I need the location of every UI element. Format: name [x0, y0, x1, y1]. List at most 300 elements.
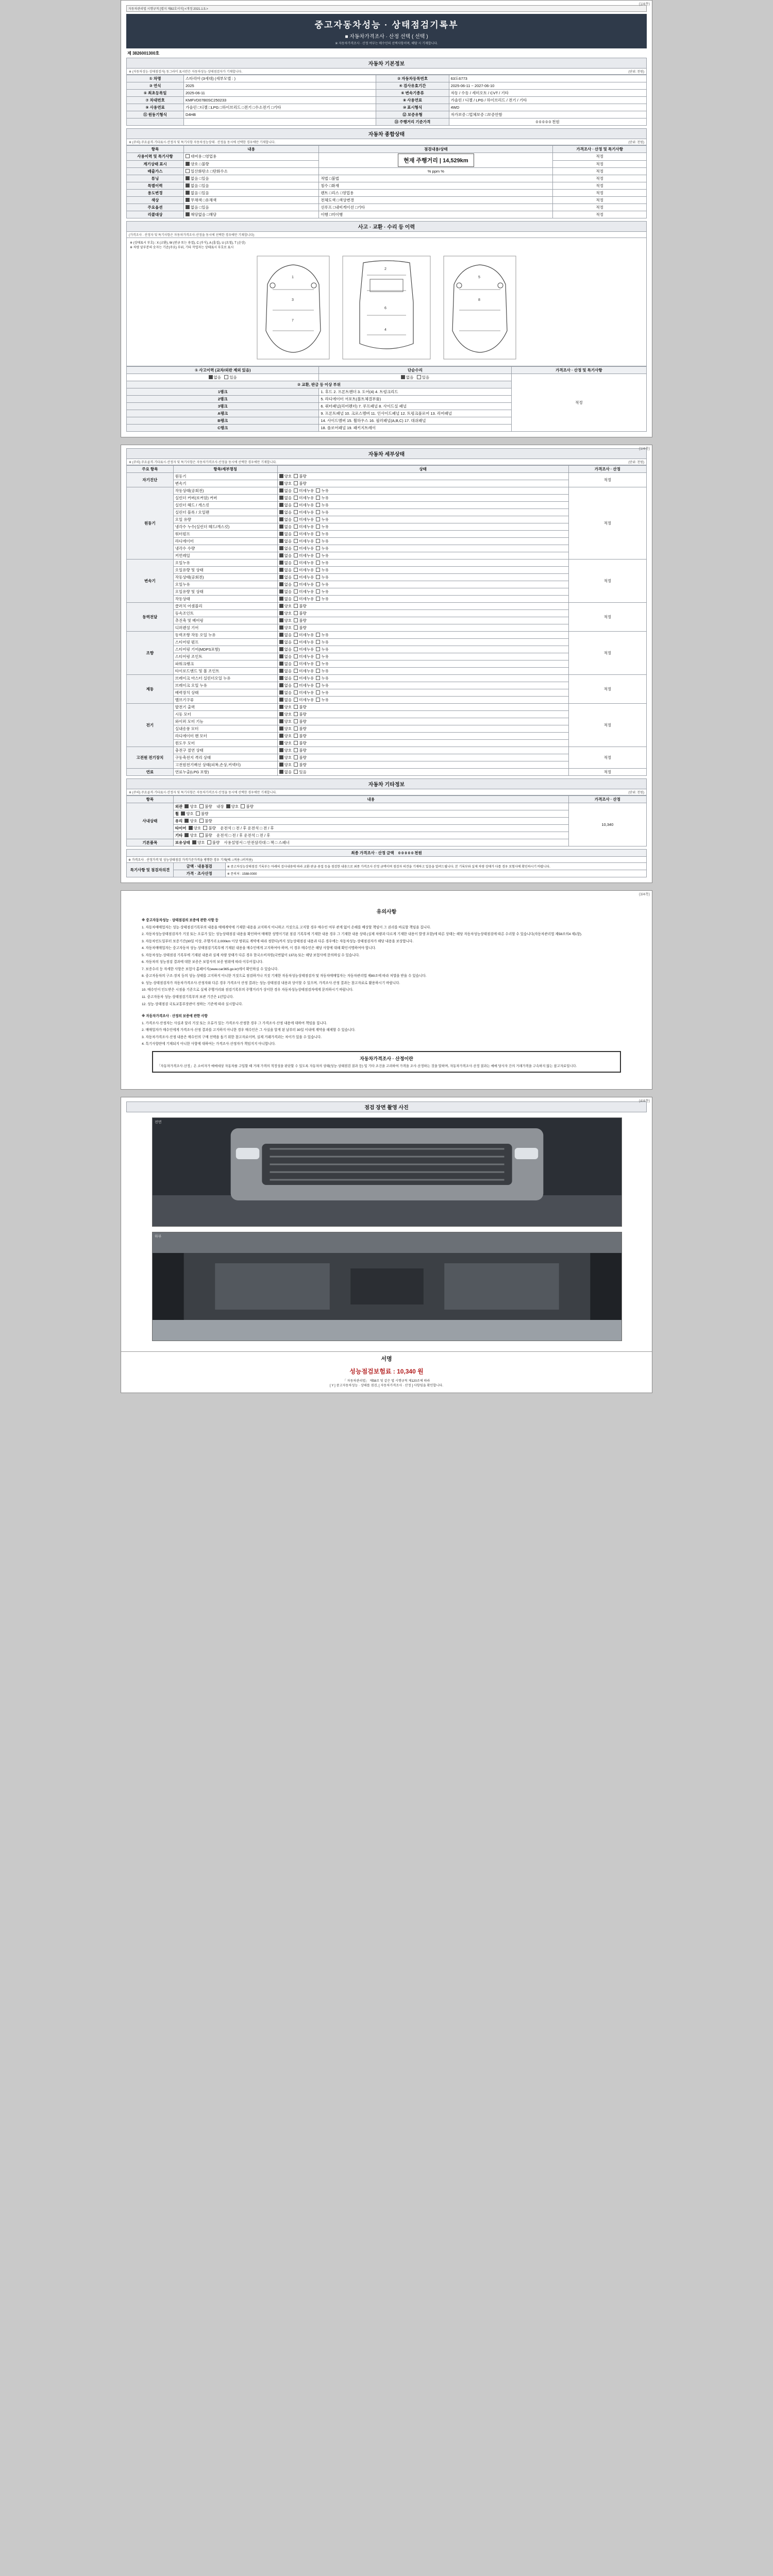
checkbox[interactable]: [294, 474, 298, 478]
checkbox[interactable]: [279, 741, 283, 745]
checkbox[interactable]: [279, 633, 283, 637]
etc-option-label: 불량: [212, 840, 222, 845]
checkbox[interactable]: [316, 510, 320, 514]
checkbox[interactable]: [209, 375, 213, 379]
col-head: 항목: [127, 146, 184, 153]
photo-underbody: [152, 1232, 622, 1341]
detail-item-name: 타이로드엔드 및 볼 조인트: [173, 668, 277, 675]
detail-option-label: 없음: [284, 683, 294, 688]
overall-score: 적정: [553, 182, 647, 190]
overall-score: 적정: [553, 204, 647, 211]
detail-option-label: 양호: [284, 625, 294, 630]
checkbox[interactable]: [226, 804, 230, 808]
etc-item: 유리 양호 불량: [173, 818, 568, 825]
checkbox[interactable]: [316, 597, 320, 601]
checkbox[interactable]: [316, 640, 320, 644]
price-header-label: 최종 가격조사 · 산정 금액: [351, 851, 394, 855]
detail-group-name: 변속기: [127, 560, 174, 603]
detail-option-label: 없음: [284, 633, 294, 637]
checkbox[interactable]: [279, 625, 283, 630]
detail-item-name: 변속기: [173, 480, 277, 487]
checkbox[interactable]: [294, 611, 298, 615]
checkbox[interactable]: [316, 647, 320, 651]
checkbox[interactable]: [294, 755, 298, 759]
notice-item: 3. 자동차가격조사·산정 내용은 매수인의 구매 선택을 돕기 위한 참고자료이며, 실제 거래가격과는 차이가 있을 수 있습니다.: [142, 1035, 322, 1039]
remark-key: 특기사항 및 점검자의견: [127, 863, 174, 877]
detail-item-name: 작동상태: [173, 596, 277, 603]
checkbox[interactable]: [279, 481, 283, 485]
overall-note: ※ (주의) 주요골격·기타표시·산정자 및 특기사항 자동차성능상태 · 산정을 동시에 선택한 경우에만 기재합니다.: [129, 141, 276, 144]
checkbox[interactable]: [294, 741, 298, 745]
table-row: [127, 487, 647, 495]
checkbox[interactable]: [184, 833, 189, 837]
checkbox[interactable]: [186, 198, 190, 202]
etc-option-label: 불량: [205, 804, 214, 809]
checkbox[interactable]: [279, 690, 283, 694]
checkbox[interactable]: [316, 575, 320, 579]
detail-status-table: [126, 465, 647, 776]
detail-option-label: 누유: [321, 597, 331, 601]
checkbox[interactable]: [294, 546, 298, 550]
checkbox[interactable]: [279, 589, 283, 594]
checkbox[interactable]: [294, 517, 298, 521]
detail-option-label: 있음: [299, 770, 309, 774]
checkbox[interactable]: [279, 604, 283, 608]
checkbox[interactable]: [186, 169, 190, 173]
checkbox[interactable]: [279, 748, 283, 752]
table-header-row: [127, 796, 647, 803]
checkbox[interactable]: [294, 481, 298, 485]
checkbox[interactable]: [316, 698, 320, 702]
checkbox[interactable]: [186, 183, 190, 188]
checkbox[interactable]: [279, 726, 283, 731]
table-row: [127, 182, 647, 190]
checkbox[interactable]: [294, 662, 298, 666]
checkbox[interactable]: [186, 212, 190, 216]
checkbox[interactable]: [279, 705, 283, 709]
checkbox[interactable]: [279, 762, 283, 767]
overall-row-detail: 침수 □화재: [319, 182, 553, 190]
detail-group-score: 적정: [568, 704, 646, 747]
detail-item-name: 워터펌프: [173, 531, 277, 538]
detail-item-options: [277, 697, 568, 704]
notice-item: 7. 보증수리 등 자세한 사항은 보험사 홈페이지(www.car365.go.kr)에서 확인하실 수 있습니다.: [142, 967, 279, 971]
basic-value: 가솔린 □디젤 □LPG □하이브리드 □전기 □수소전기 □기타: [183, 104, 376, 111]
remark-subkey: 금액 · 내용점검: [173, 863, 225, 870]
checkbox[interactable]: [294, 748, 298, 752]
detail-option-label: 미세누유: [299, 582, 316, 587]
detail-option-label: 없음: [284, 589, 294, 594]
detail-option-label: 누유: [321, 676, 331, 681]
price-header: [127, 850, 647, 857]
diagram-legend-1: ※ (상태표시 부호) : X (교환), W (판금 또는 용접), C (부식), A (흠집), U (요철), T (손상): [130, 242, 245, 245]
detail-item-options: [277, 603, 568, 610]
detail-option-label: 미세누유: [299, 539, 316, 544]
part-rank: 3랭크: [127, 403, 319, 410]
detail-option-label: 미세누유: [299, 510, 316, 515]
detail-option-label: 불량: [299, 481, 309, 486]
checkbox[interactable]: [279, 503, 283, 507]
detail-option-label: 미세누유: [299, 647, 316, 652]
detail-option-label: 없음: [284, 669, 294, 673]
overall-row-opts: [183, 168, 318, 175]
checkbox[interactable]: [186, 162, 190, 166]
part-desc: 1. 후드 2. 프론트펜더 3. 도어(4) 4. 트렁크리드: [319, 388, 511, 396]
photo-front-caption: 전면: [155, 1121, 162, 1125]
checkbox[interactable]: [294, 582, 298, 586]
checkbox[interactable]: [316, 553, 320, 557]
basic-label: ⑩ 표시형식: [376, 104, 449, 111]
detail-option-label: 미세누유: [299, 561, 316, 565]
checkbox[interactable]: [279, 539, 283, 543]
checkbox[interactable]: [279, 568, 283, 572]
checkbox[interactable]: [294, 734, 298, 738]
checkbox[interactable]: [186, 154, 190, 158]
accident-answer-mid: 없음 있음: [319, 374, 511, 381]
checkbox[interactable]: [316, 524, 320, 529]
table-row: [127, 175, 647, 182]
detail-item-options: [277, 531, 568, 538]
checkbox[interactable]: [294, 712, 298, 716]
checkbox[interactable]: [316, 488, 320, 493]
page-title-note: ※ 자동차가격조사 · 산정 여부는 매수인의 선택사항이며, 해당 시 기재합니다.: [335, 42, 438, 45]
checkbox[interactable]: [316, 633, 320, 637]
detail-option-label: 양호: [284, 481, 294, 486]
checkbox[interactable]: [294, 488, 298, 493]
checkbox[interactable]: [316, 532, 320, 536]
detail-option-label: 미세누유: [299, 589, 316, 594]
detail-option-label: 양호: [284, 611, 294, 616]
detail-option-label: 누유: [321, 503, 331, 507]
part-desc: 14. 사이드멤버 15. 휠하우스 16. 필러패널(A,B,C) 17. 대쉬패널: [319, 417, 511, 425]
checkbox[interactable]: [294, 496, 298, 500]
checkbox[interactable]: [279, 755, 283, 759]
detail-item-options: [277, 560, 568, 567]
svg-text:4: 4: [384, 328, 386, 332]
detail-option-label: 미세누유: [299, 524, 316, 529]
table-header-row: [127, 146, 647, 153]
checkbox[interactable]: [186, 191, 190, 195]
detail-item-options: [277, 545, 568, 552]
table-row: [127, 863, 647, 870]
checkbox[interactable]: [279, 654, 283, 658]
etc-option-label: 불량: [200, 811, 211, 816]
detail-item-options: [277, 552, 568, 560]
notice-item: 6. 자동차의 성능점검 결과에 대한 보증은 보험사의 보증 범위에 따라 이루어집니다.: [142, 960, 263, 964]
checkbox[interactable]: [294, 561, 298, 565]
checkbox[interactable]: [316, 683, 320, 687]
detail-item-name: 스티어링 펌프: [173, 639, 277, 646]
overall-row-detail: 이행 □미이행: [319, 211, 553, 218]
checkbox[interactable]: [316, 503, 320, 507]
page-corner-3: (3/4쪽): [638, 893, 650, 896]
detail-option-label: 누유: [321, 698, 331, 702]
checkbox[interactable]: [294, 625, 298, 630]
basic-value: KMFVD07B0SC250233: [183, 97, 376, 104]
detail-item-name: 시동 모터: [173, 711, 277, 718]
detail-item-name: 브레이크 마스터 실린더오일 누유: [173, 675, 277, 682]
car-diagram-images: [130, 250, 643, 363]
checkbox[interactable]: [199, 804, 204, 808]
detail-item-name: 실린더 헤드 / 개스킷: [173, 502, 277, 509]
detail-option-label: 누유: [321, 575, 331, 580]
checkbox[interactable]: [189, 826, 193, 830]
checkbox[interactable]: [417, 375, 421, 379]
detail-option-label: 없음: [284, 698, 294, 702]
checkbox[interactable]: [279, 532, 283, 536]
basic-value: 2025-06-11: [183, 90, 376, 97]
checkbox[interactable]: [294, 524, 298, 529]
etc-group-name: 기본품목: [127, 839, 174, 846]
checkbox[interactable]: [279, 553, 283, 557]
basic-value: 자동 / 수동 / 세미오토 / CVT / 기타: [449, 90, 646, 97]
checkbox[interactable]: [294, 503, 298, 507]
page-corner-2: (1/4쪽): [638, 447, 650, 451]
detail-group-name: 전기: [127, 704, 174, 747]
checkbox[interactable]: [401, 375, 405, 379]
checkbox[interactable]: [279, 474, 283, 478]
checkbox[interactable]: [294, 683, 298, 687]
checkbox[interactable]: [294, 640, 298, 644]
notice-item: 3. 자동차인도일부터 보증기간(30일 이상, 주행거리 2,000km 이상 범위로 계약에 따라 정한다)까지 성능상태점검 내용과 다른 경우에는 자동차성능·상태점검자가 해당 내용을 보상합니다.: [142, 939, 414, 943]
basic-value: 스타리아 (3세대) (세부모델 : ): [183, 75, 376, 82]
checkbox[interactable]: [184, 819, 189, 823]
notice-item: 12. 성능·상태점검 국토교통부장관이 정하는 기준에 따라 실시합니다.: [142, 1002, 243, 1006]
parts-title: ② 교환, 판금 등 이상 부위: [127, 381, 512, 388]
checkbox[interactable]: [279, 734, 283, 738]
svg-text:1: 1: [292, 276, 294, 279]
detail-group-name: 제동: [127, 675, 174, 704]
overall-opt-label: 양호 □불량: [190, 161, 209, 166]
detail-item-name: 발전기 출력: [173, 704, 277, 711]
checkbox[interactable]: [294, 618, 298, 622]
detail-item-name: 동력조향 작동 오일 누유: [173, 632, 277, 639]
etc-option-label: 불량: [246, 804, 256, 809]
checkbox[interactable]: [294, 705, 298, 709]
checkbox[interactable]: [294, 510, 298, 514]
detail-item-options: [277, 668, 568, 675]
checkbox[interactable]: [279, 517, 283, 521]
checkbox[interactable]: [279, 719, 283, 723]
checkbox[interactable]: [196, 811, 200, 816]
checkbox[interactable]: [279, 640, 283, 644]
detail-item-name: 오일누유: [173, 581, 277, 588]
detail-option-label: 없음: [284, 647, 294, 652]
detail-item-name: 파워크랭크: [173, 660, 277, 668]
page-corner-1: (1/4쪽): [638, 3, 650, 6]
checkbox[interactable]: [294, 589, 298, 594]
checkbox[interactable]: [279, 683, 283, 687]
notice-item: 1. 가격조사·산정자는 사실과 달리 거짓 또는 오류가 있는 가격조사·산정한 경우 그 가격조사·산정 내용에 대하여 책임을 집니다.: [142, 1021, 327, 1025]
checkbox[interactable]: [186, 176, 190, 180]
detail-option-label: 없음: [284, 582, 294, 587]
checkbox[interactable]: [294, 532, 298, 536]
basic-value: 2025-06-11 ~ 2027-06-10: [449, 82, 646, 90]
detail-option-label: 미세누유: [299, 553, 316, 558]
checkbox[interactable]: [279, 561, 283, 565]
detail-option-label: 누유: [321, 532, 331, 536]
detail-item-options: [277, 574, 568, 581]
detail-item-name: 냉각수 누수(실린더 헤드/개스킷): [173, 523, 277, 531]
checkbox[interactable]: [294, 647, 298, 651]
overall-opt-label: 무채색 □유채색: [190, 198, 217, 202]
checkbox[interactable]: [279, 647, 283, 651]
checkbox[interactable]: [203, 826, 207, 830]
photos-area: [121, 1112, 652, 1351]
checkbox[interactable]: [294, 669, 298, 673]
detail-item-options: [277, 473, 568, 480]
checkbox[interactable]: [316, 669, 320, 673]
basic-label: ⑨ 사용연료: [127, 104, 184, 111]
checkbox[interactable]: [294, 633, 298, 637]
sheet-page-3: [121, 890, 652, 1090]
notice-item: 2. 매매업자가 매수인에게 가격조사·산정 결과를 고지하지 아니한 경우 매수인은 그 사실을 알게 된 날부터 30일 이내에 계약을 해제할 수 있습니다.: [142, 1028, 356, 1032]
detail-option-label: 누유: [321, 553, 331, 558]
checkbox[interactable]: [316, 654, 320, 658]
basic-value: 가솔린 / 디젤 / LPG / 하이브리드 / 전기 / 기타: [449, 97, 646, 104]
checkbox[interactable]: [207, 840, 211, 844]
detail-option-label: 누유: [321, 662, 331, 666]
checkbox[interactable]: [279, 524, 283, 529]
checkbox[interactable]: [294, 770, 298, 774]
checkbox[interactable]: [279, 582, 283, 586]
detail-item-options: [277, 502, 568, 509]
table-row: [127, 82, 647, 90]
table-row: [127, 632, 647, 639]
detail-note-unit: (단위: 천원): [628, 461, 644, 464]
detail-item-options: [277, 704, 568, 711]
price-unit: 천원: [414, 851, 422, 855]
detail-item-options: [277, 761, 568, 769]
checkbox[interactable]: [316, 690, 320, 694]
overall-row-detail: 전체도색 □색상변경: [319, 197, 553, 204]
detail-item-options: [277, 711, 568, 718]
checkbox[interactable]: [316, 561, 320, 565]
checkbox[interactable]: [224, 375, 228, 379]
price-digit: 0: [398, 851, 401, 855]
detail-item-name: 와이퍼 모터 기능: [173, 718, 277, 725]
checkbox[interactable]: [199, 833, 204, 837]
checkbox[interactable]: [279, 575, 283, 579]
checkbox[interactable]: [316, 568, 320, 572]
checkbox[interactable]: [294, 698, 298, 702]
detail-option-label: 없음: [284, 640, 294, 645]
detail-item-options: [277, 733, 568, 740]
etc-item: 휠 양호 불량: [173, 810, 568, 818]
table-row: [127, 603, 647, 610]
detail-option-label: 미세누유: [299, 640, 316, 645]
checkbox[interactable]: [279, 618, 283, 622]
section-basic-title: 자동차 기본정보: [126, 58, 647, 69]
checkbox[interactable]: [279, 669, 283, 673]
detail-group-score: 적정: [568, 487, 646, 560]
checkbox[interactable]: [192, 840, 196, 844]
detail-item-name: 원동기: [173, 473, 277, 480]
detail-item-name: 라디에이터 팬 모터: [173, 733, 277, 740]
checkbox[interactable]: [279, 770, 283, 774]
checkbox[interactable]: [294, 762, 298, 767]
checkbox[interactable]: [316, 582, 320, 586]
checkbox[interactable]: [279, 676, 283, 680]
basic-value: D4HB: [183, 111, 376, 118]
etc-group-name: 사내상태: [127, 803, 174, 839]
checkbox[interactable]: [294, 575, 298, 579]
checkbox[interactable]: [316, 517, 320, 521]
checkbox[interactable]: [294, 539, 298, 543]
checkbox[interactable]: [294, 690, 298, 694]
price-digit: 0: [405, 851, 407, 855]
detail-option-label: 미세누유: [299, 654, 316, 659]
checkbox[interactable]: [184, 804, 189, 808]
detail-option-label: 미세누유: [299, 698, 316, 702]
basic-label: ③ 연식: [127, 82, 184, 90]
footer-note-line1: 「 자동차관리법」 제58조 및 같은 법 시행규칙 제120조에 따라: [343, 1379, 430, 1383]
remark-subkey: 가격 · 조사산정: [173, 870, 225, 877]
overall-row-key: 색상: [127, 197, 184, 204]
checkbox[interactable]: [294, 676, 298, 680]
checkbox[interactable]: [294, 568, 298, 572]
table-row: [127, 211, 647, 218]
detail-option-label: 양호: [284, 712, 294, 717]
checkbox[interactable]: [279, 698, 283, 702]
detail-group-score: 적정: [568, 560, 646, 603]
price-note: ※ 가격조사 · 산정가격 및 성능상태점검 가격기준가격을 병행한 경우 기재(예: □적용 □비적용): [127, 857, 647, 863]
detail-option-label: 없음: [284, 517, 294, 522]
detail-option-label: 누유: [321, 561, 331, 565]
checkbox[interactable]: [279, 546, 283, 550]
checkbox[interactable]: [181, 811, 185, 816]
checkbox[interactable]: [279, 611, 283, 615]
checkbox[interactable]: [199, 819, 204, 823]
overall-score: 적정: [553, 168, 647, 175]
basic-note-left: ※ (자동차성능·상태점검자) 동그라미 표시란은 자동차성능·상태점검자가 기재합니다.: [129, 71, 243, 74]
checkbox[interactable]: [186, 205, 190, 209]
checkbox[interactable]: [279, 662, 283, 666]
checkbox[interactable]: [294, 597, 298, 601]
basic-label: ⑤ 최초등록일: [127, 90, 184, 97]
checkbox[interactable]: [294, 553, 298, 557]
checkbox[interactable]: [279, 597, 283, 601]
overall-row-opts: [183, 175, 318, 182]
detail-item-options: [277, 682, 568, 689]
table-row: [127, 190, 647, 197]
checkbox[interactable]: [316, 662, 320, 666]
checkbox[interactable]: [241, 804, 245, 808]
checkbox[interactable]: [316, 496, 320, 500]
checkbox[interactable]: [316, 589, 320, 594]
detail-item-options: [277, 754, 568, 761]
detail-item-name: 커먼레일: [173, 552, 277, 560]
table-header-row: [127, 466, 647, 473]
overall-row-opts: [183, 204, 318, 211]
checkbox[interactable]: [316, 546, 320, 550]
detail-note: ※ (주의) 주요골격·기타표시·산정자 및 특기사항은 자동차가격조사·산정을 동시에 선택한 경우에만 기재합니다.: [129, 461, 277, 464]
notice-title: 유의사항: [376, 909, 397, 915]
checkbox[interactable]: [294, 719, 298, 723]
checkbox[interactable]: [316, 539, 320, 543]
checkbox[interactable]: [279, 496, 283, 500]
checkbox[interactable]: [294, 604, 298, 608]
checkbox[interactable]: [294, 654, 298, 658]
checkbox[interactable]: [294, 726, 298, 731]
section-etc-note: [126, 789, 647, 795]
checkbox[interactable]: [279, 712, 283, 716]
overall-row-key: 사용이력 및 특기사항: [127, 153, 184, 161]
checkbox[interactable]: [279, 488, 283, 493]
checkbox[interactable]: [316, 676, 320, 680]
detail-option-label: 양호: [284, 719, 294, 724]
checkbox[interactable]: [279, 510, 283, 514]
